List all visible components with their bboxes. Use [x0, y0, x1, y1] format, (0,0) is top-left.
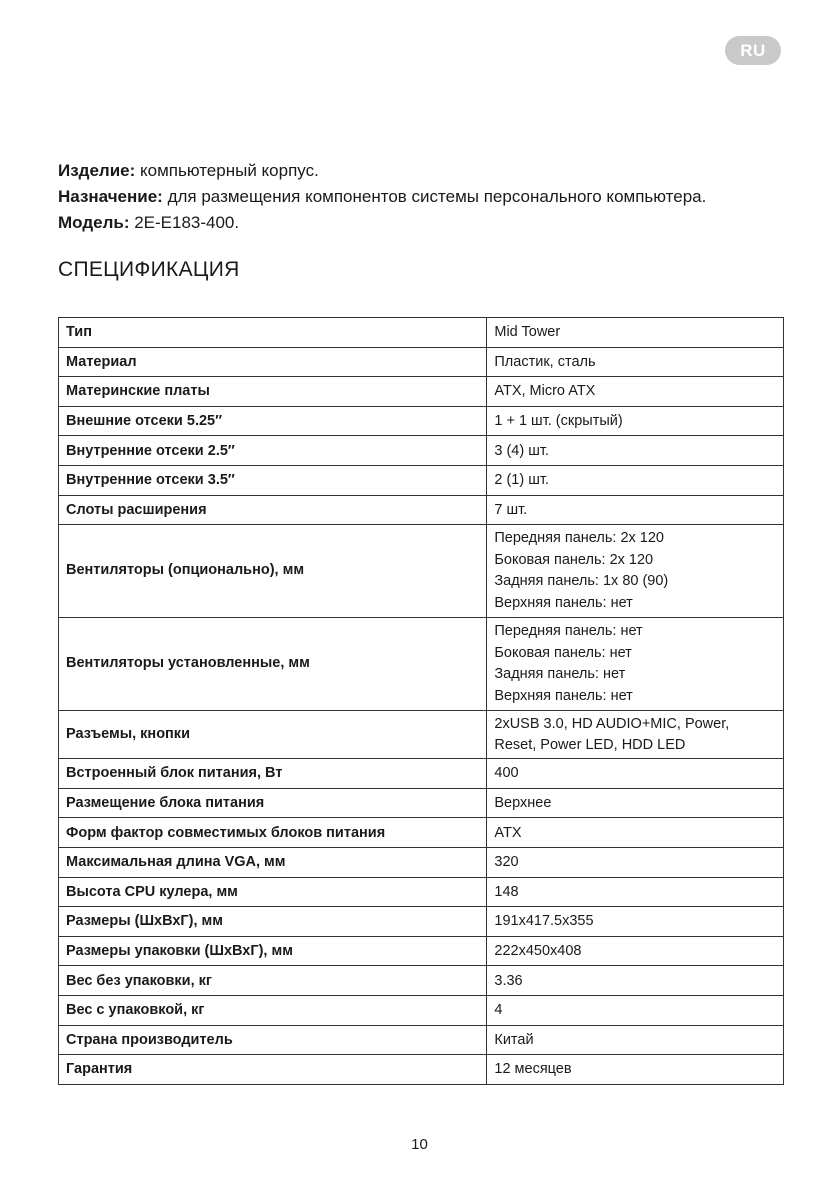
model-value: 2E-E183-400. [129, 213, 240, 232]
spec-row [59, 318, 784, 348]
spec-name: Размеры (ШхВхГ), мм [59, 907, 487, 937]
spec-value-line: Пластик, сталь [494, 353, 596, 370]
purpose-value: для размещения компонентов системы персонального компьютера. [162, 187, 707, 206]
model-line [58, 210, 798, 236]
spec-value-line: ATX [494, 824, 522, 841]
purpose-line [58, 184, 798, 210]
spec-name: Внешние отсеки 5.25″ [59, 406, 487, 436]
spec-value [487, 1055, 784, 1085]
product-label: Изделие: [58, 161, 136, 180]
spec-value-line: Передняя панель: 2x 120 [494, 530, 664, 547]
spec-value [487, 318, 784, 348]
spec-name: Максимальная длина VGA, мм [59, 847, 487, 877]
spec-table [58, 317, 784, 1085]
spec-value-line: Задняя панель: 1x 80 (90) [494, 573, 669, 590]
spec-name: Внутренние отсеки 3.5″ [59, 465, 487, 495]
spec-value-line: ATX, Micro ATX [494, 383, 596, 400]
spec-value-line: 320 [494, 854, 519, 871]
spec-value [487, 465, 784, 495]
spec-value [487, 347, 784, 377]
spec-value-line: 1 + 1 шт. (скрытый) [494, 413, 623, 430]
spec-name: Разъемы, кнопки [59, 711, 487, 759]
spec-row [59, 818, 784, 848]
spec-row [59, 377, 784, 407]
spec-value-line: 12 месяцев [494, 1061, 572, 1078]
spec-row [59, 618, 784, 711]
spec-row [59, 1025, 784, 1055]
spec-value-line: Reset, Power LED, HDD LED [494, 736, 686, 753]
spec-value-line: Боковая панель: 2x 120 [494, 551, 654, 568]
spec-value-line: 2xUSB 3.0, HD AUDIO+MIC, Power, [494, 715, 730, 732]
spec-value-line: Mid Tower [494, 324, 561, 341]
spec-value-line: 191x417.5x355 [494, 913, 594, 930]
spec-name: Вентиляторы установленные, мм [59, 618, 487, 711]
spec-value-line: Верхняя панель: нет [494, 687, 633, 704]
spec-row [59, 406, 784, 436]
spec-row [59, 847, 784, 877]
spec-value-line: Китай [494, 1031, 534, 1048]
spec-value-line: 4 [494, 1002, 503, 1019]
page-number: 10 [411, 1136, 428, 1153]
spec-value [487, 377, 784, 407]
spec-value [487, 818, 784, 848]
spec-value-line: Передняя панель: нет [494, 623, 643, 640]
spec-row [59, 907, 784, 937]
spec-name: Гарантия [59, 1055, 487, 1085]
spec-row [59, 995, 784, 1025]
spec-value-line: Боковая панель: нет [494, 644, 632, 661]
spec-value [487, 495, 784, 525]
spec-name: Вес с упаковкой, кг [59, 995, 487, 1025]
spec-value [487, 788, 784, 818]
spec-row [59, 788, 784, 818]
spec-value [487, 966, 784, 996]
spec-value [487, 877, 784, 907]
spec-row [59, 465, 784, 495]
spec-name: Вентиляторы (опционально), мм [59, 525, 487, 618]
model-label: Модель: [58, 213, 130, 232]
spec-row [59, 711, 784, 759]
spec-value [487, 936, 784, 966]
spec-name: Высота CPU кулера, мм [59, 877, 487, 907]
spec-row [59, 759, 784, 789]
spec-value [487, 847, 784, 877]
spec-name: Форм фактор совместимых блоков питания [59, 818, 487, 848]
spec-name: Внутренние отсеки 2.5″ [59, 436, 487, 466]
spec-name: Материнские платы [59, 377, 487, 407]
spec-value-line: 148 [494, 883, 519, 900]
spec-value [487, 406, 784, 436]
spec-value-line: 2 (1) шт. [494, 472, 549, 489]
spec-value [487, 759, 784, 789]
spec-value [487, 1025, 784, 1055]
spec-row [59, 525, 784, 618]
spec-value [487, 711, 784, 759]
spec-value-line: Верхнее [494, 795, 552, 812]
spec-name: Тип [59, 318, 487, 348]
spec-row [59, 877, 784, 907]
spec-value [487, 436, 784, 466]
spec-value [487, 995, 784, 1025]
spec-name: Страна производитель [59, 1025, 487, 1055]
spec-name: Размещение блока питания [59, 788, 487, 818]
spec-row [59, 1055, 784, 1085]
spec-name: Встроенный блок питания, Вт [59, 759, 487, 789]
spec-value [487, 525, 784, 618]
spec-value-line: Верхняя панель: нет [494, 594, 633, 611]
spec-value [487, 618, 784, 711]
spec-table-body [59, 318, 784, 1085]
spec-name: Вес без упаковки, кг [59, 966, 487, 996]
spec-row [59, 966, 784, 996]
spec-value-line: Задняя панель: нет [494, 666, 626, 683]
spec-value-line: 3.36 [494, 972, 523, 989]
spec-row [59, 495, 784, 525]
spec-name: Размеры упаковки (ШхВхГ), мм [59, 936, 487, 966]
section-title: СПЕЦИФИКАЦИЯ [58, 258, 240, 281]
spec-value-line: 400 [494, 765, 519, 782]
spec-row [59, 347, 784, 377]
spec-value [487, 907, 784, 937]
spec-value-line: 7 шт. [494, 501, 528, 518]
spec-name: Материал [59, 347, 487, 377]
language-badge: RU [725, 36, 781, 65]
spec-row [59, 936, 784, 966]
spec-value-line: 222x450x408 [494, 943, 582, 960]
product-intro [58, 158, 798, 236]
spec-row [59, 436, 784, 466]
spec-value-line: 3 (4) шт. [494, 442, 549, 459]
product-value: компьютерный корпус. [135, 161, 319, 180]
product-line [58, 158, 798, 184]
spec-name: Слоты расширения [59, 495, 487, 525]
purpose-label: Назначение: [58, 187, 163, 206]
